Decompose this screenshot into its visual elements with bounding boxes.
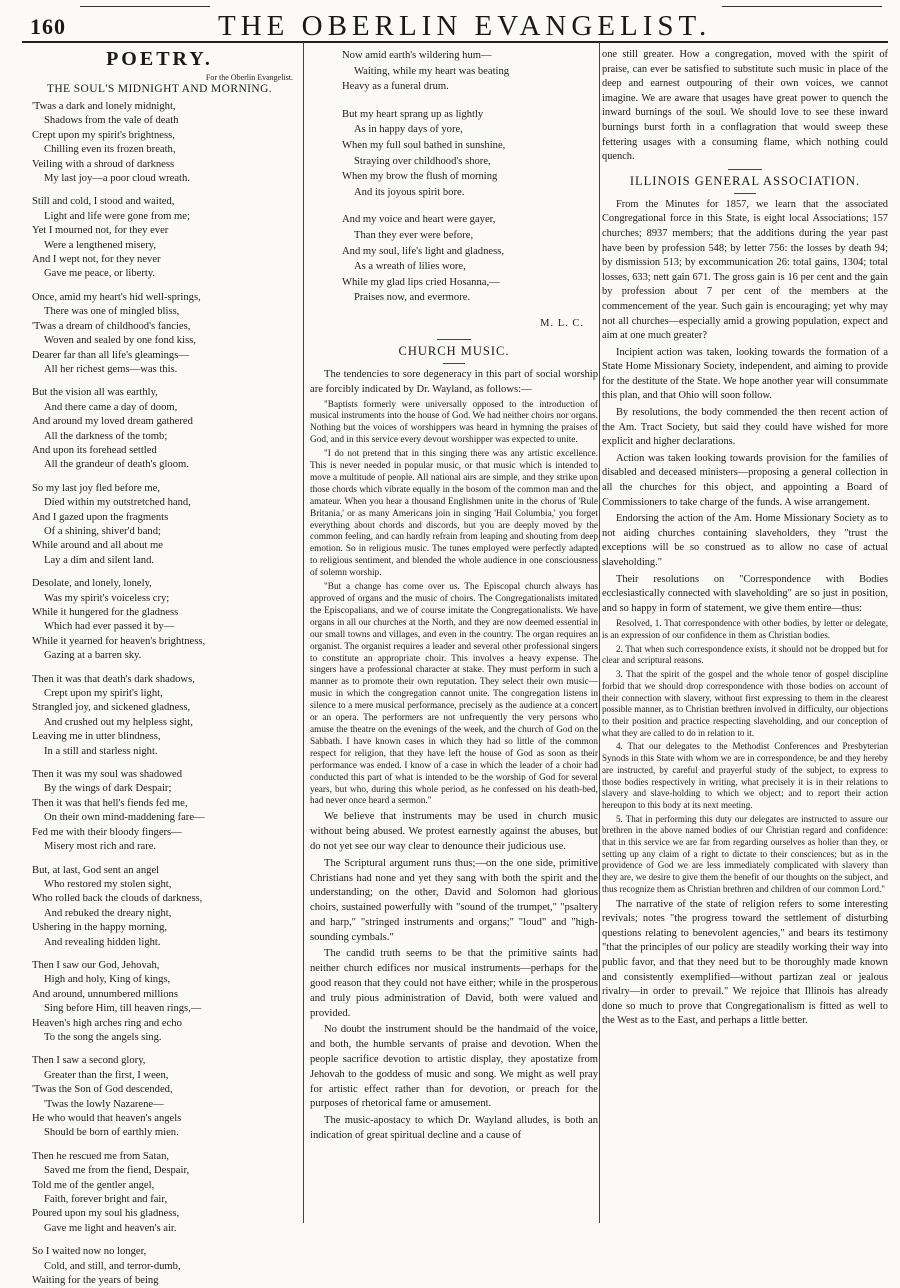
poem-line: 'Twas the Son of God descended, — [32, 1084, 173, 1096]
poem-line: Heavy as a funeral drum. — [342, 81, 449, 93]
article-paragraph: Endorsing the action of the Am. Home Missionary Society as to not aiding churches containing slaveholders, they "trust the exceptions will be so construed as to allow no case of actual slaveholding." — [602, 513, 888, 568]
stanza — [32, 100, 297, 186]
poem-line: Poured upon my soul his gladness, — [32, 1208, 180, 1220]
article-paragraph: By resolutions, the body commended the then recent action of the Am. Tract Society, but said they could have wished for more explicit and higher declarations. — [602, 407, 888, 448]
wayland-quotation — [310, 400, 598, 809]
poem-line: Crept upon my spirit's brightness, — [32, 129, 175, 141]
page-number: 160 — [30, 14, 66, 39]
poem-line: Praises now, and evermore. — [354, 292, 471, 304]
column-church-music — [310, 48, 598, 1223]
poem-line: And my voice and heart were gayer, — [342, 214, 496, 226]
poem-line: Of a shining, shiver'd band; — [44, 525, 161, 537]
stanza — [32, 291, 297, 377]
poem-line: And I wept not, for they never — [32, 254, 161, 266]
poem-line: Cold, and still, and terror-dumb, — [44, 1260, 181, 1272]
stanza — [342, 212, 598, 306]
poem-line: Ushering in the happy morning, — [32, 922, 168, 934]
poem-line: All the darkness of the tomb; — [44, 430, 168, 442]
poem-line: All her richest gems—was this. — [44, 363, 178, 375]
poem-signature: M. L. C. — [540, 317, 584, 329]
poem-line: Fed me with their bloody fingers— — [32, 826, 182, 838]
stanza — [32, 195, 297, 281]
poem-line: High and holy, King of kings, — [44, 974, 171, 986]
header-rule-right — [722, 6, 882, 7]
poem-line: Lay a dim and silent land. — [44, 554, 155, 566]
poem-line: Died within my outstretched hand, — [44, 497, 191, 509]
poem-line: Desolate, and lonely, lonely, — [32, 578, 152, 590]
poem-line: All the grandeur of death's gloom. — [44, 459, 189, 471]
article-paragraph: Their resolutions on "Correspondence with Bodies ecclesiastically connected with slaveholding" are so just in position, and so happy in form of statement, we give them entire—thus: — [602, 573, 888, 614]
poem-line: He who would that heaven's angels — [32, 1113, 182, 1124]
stanza — [32, 577, 297, 663]
poem-line: So my last joy fled before me, — [32, 482, 160, 494]
article-paragraph: We believe that instruments may be used in church music without being abused. We protest earnestly against the abuses, but do not yet see our way clear to denounce their judicious use. — [310, 811, 598, 852]
poem-line: Shadows from the vale of death — [44, 115, 179, 127]
poem-line: Then it was that death's dark shadows, — [32, 673, 195, 685]
poem-line: Dearer far than all life's gleamings— — [32, 349, 189, 361]
poem-line: Heaven's high arches ring and echo — [32, 1017, 182, 1029]
poem-line: Then I saw our God, Jehovah, — [32, 959, 160, 971]
poem-line: When my full soul bathed in sunshine, — [342, 139, 506, 151]
poem-line: Then it was my soul was shadowed — [32, 769, 183, 781]
illinois-heading: ILLINOIS GENERAL ASSOCIATION. — [629, 173, 861, 188]
poem-line: While it yearned for heaven's brightness, — [32, 635, 206, 647]
poem-line: 'Twas a dark and lonely midnight, — [32, 101, 176, 112]
poem-line: But, at last, God sent an angel — [32, 864, 160, 876]
church-music-continuation: one still greater. How a congregation, moved with the spirit of praise, can ever be satisfied to substitute such music in place of the deep and earnest outpouring of their own voices, we cannot imagine. We are aware that usages have great power to quench the inward burnings of the soul. We should love to see these inward burnings burst forth in a conflagration that would sweep these fettering usages with a consuming flame, which nothing could quench. — [602, 49, 888, 163]
poem-line: While around and all about me — [32, 540, 163, 552]
stanza — [32, 386, 297, 472]
poem-line: And crushed out my helpless sight, — [44, 716, 193, 728]
poem-line: Who restored my stolen sight, — [44, 878, 172, 890]
heading-rule — [443, 363, 465, 364]
quote-paragraph: "Baptists formerly were universally opposed to the introduction of musical instruments into the house of God. We had neither choirs nor organs. Nothing but the voices of worshippers was heard in hymning the praises of God, and in this service every devout worshipper was expected to unite. — [310, 399, 598, 446]
poem-line: My last joy—a poor cloud wreath. — [44, 173, 190, 185]
poem-line: While my glad lips cried Hosanna,— — [342, 276, 500, 288]
poem-line: Which had ever passed it by— — [44, 621, 175, 633]
poetry-heading: POETRY. — [106, 48, 213, 70]
poem-line: And around, unnumbered millions — [32, 988, 178, 1000]
stanza — [342, 107, 598, 201]
resolution-paragraph: 2. That when such correspondence exists, it should not be dropped but for clear and scriptural reasons. — [602, 643, 888, 666]
poem-line: And its joyous spirit bore. — [354, 186, 465, 198]
stanza — [32, 768, 297, 854]
poem-line: 'Twas the lowly Nazarene— — [44, 1098, 164, 1110]
poem-line: On their own mind-maddening fare— — [44, 812, 205, 824]
poem-line: Now amid earth's wildering hum— — [342, 50, 492, 61]
poem-line: But my heart sprang up as lightly — [342, 108, 484, 120]
article-paragraph: The candid truth seems to be that the primitive saints had neither church edifices nor musical instruments—perhaps for the good reason that they could not have either; while in the prosperous and truly pious administration of David, both were valued and provided. — [310, 948, 598, 1019]
column-divider-2 — [599, 42, 600, 1223]
poem-line: As in happy days of yore, — [354, 124, 463, 136]
poem-line: In a still and starless night. — [44, 745, 158, 757]
poem-line: Yet I mourned not, for they ever — [32, 225, 169, 237]
poem-line: Straying over childhood's shore, — [354, 155, 491, 167]
closing-paragraph: The narrative of the state of religion refers to some interesting revivals; notes "the progress toward the settlement of disturbing questions relating to benevolent agencies," and bears its testimony "that the principles of our policy are steadily working their way into public favor, and that they need but to be thoroughly made known and consistently exemplified—without partizan zeal or jealous rivalry—in order to prevail." We rejoice that Illinois has already done so much to prove that Congregationalism is fitted as well to the West as to the East, and perhaps a little better. — [602, 898, 888, 1027]
header-rule-left — [80, 6, 210, 7]
poem-line: Was my spirit's voiceless cry; — [44, 592, 170, 604]
poem-line: While it hungered for the gladness — [32, 607, 179, 618]
newspaper-title: THE OBERLIN EVANGELIST. — [218, 10, 712, 42]
poem-line: Light and life were gone from me; — [44, 210, 190, 222]
resolution-paragraph: Resolved, 1. That correspondence with other bodies, by letter or delegate, is an expression of our confidence in them as Christian bodies. — [602, 618, 888, 641]
poem-line: Waiting for the years of being — [32, 1275, 159, 1287]
poem-line: Greater than the first, I ween, — [44, 1069, 169, 1081]
poem-line: And around my loved dream gathered — [32, 416, 193, 428]
poem-line: Leaving me in utter blindness, — [32, 731, 161, 743]
column-poetry — [22, 48, 297, 1287]
resolutions — [602, 618, 888, 895]
resolution-paragraph: 4. That our delegates to the Methodist Conferences and Presbyterian Synods in this State with whom we are in correspondence, be and they hereby are instructed, by careful and prayerful study of the subject, to express to those bodies respectively in writing, what precisely it is in their relations to slavery and slave-holding to which we object; and to report their action hereupon to this body at its next meeting. — [602, 741, 888, 810]
poem-line: Should be born of earthly mien. — [44, 1127, 179, 1139]
poem-line: Were a lengthened misery, — [44, 239, 156, 251]
poem-line: 'Twas a dream of childhood's fancies, — [32, 320, 191, 332]
poem-line: There was one of mingled bliss, — [44, 306, 180, 318]
article-paragraph: The music-apostacy to which Dr. Wayland alludes, is both an indication of great spiritual decline and a cause of — [310, 1115, 598, 1142]
resolution-paragraph: 5. That in performing this duty our delegates are instructed to assure our brethren in the above named bodies of our Christian regard and confidence: that in this service we are far from regarding ourselves as holier than they, or setting up any claim of a right to dictate to their consciences; but as in the providence of God we are less immediately complicated with slavery than they are, we desire to give them the benefit of our thoughts on the subject, and thus recognize them as Christian brethren and children of our common Lord." — [602, 813, 888, 894]
article-paragraph: From the Minutes for 1857, we learn that the associated Congregational force in this State, is eight local Associations; 157 churches; 8937 members; that the additions during the year past have been by profession 548; by letter 756: the losses by death 94; by dismission 513; by excommunication 26: total gains, 1304; total losses, 633; nett gain 671. The gross gain is 16 per cent and the gain by profession about 7 per cent of the members at the commencement of the year. Such gain is encouraging; yet why may not all churches—especially amid a growing population, expect and aim at one much greater? — [602, 198, 888, 342]
heading-rule — [734, 193, 756, 194]
article-paragraph: Action was taken looking towards provision for the families of disabled and deceased ministers—proposing a general collection in all the churches for this object, and appointing a Board of Commissioners to take charge of the funds. A wise arrangement. — [602, 452, 888, 508]
stanza — [32, 1245, 297, 1288]
poem-line: Gave me light and heaven's air. — [44, 1222, 177, 1234]
poem-line: Faith, forever bright and fair, — [44, 1194, 168, 1206]
church-music-paragraphs — [310, 810, 598, 1144]
stanza — [32, 1054, 297, 1140]
poem-line: Veiling with a shroud of darkness — [32, 158, 175, 170]
poem-line: Strangled joy, and sickened gladness, — [32, 702, 191, 714]
poem-line: Sing before Him, till heaven rings,— — [44, 1003, 202, 1015]
column-divider-1 — [303, 42, 304, 1223]
poem-line: Gazing at a barren sky. — [44, 650, 142, 662]
church-music-intro: The tendencies to sore degeneracy in this part of social worship are forcibly indicated by Dr. Wayland, as follows:— — [310, 368, 598, 395]
poem-line: Then he rescued me from Satan, — [32, 1150, 170, 1162]
poem-line: Then it was that hell's fiends fed me, — [32, 797, 188, 809]
poem-line: But the vision all was earthly, — [32, 387, 158, 399]
poem-line: So I waited now no longer, — [32, 1246, 147, 1258]
poem-line: Gave me peace, or liberty. — [44, 268, 156, 280]
stanza — [32, 864, 297, 950]
church-music-heading: CHURCH MUSIC. — [398, 343, 510, 358]
page-header — [0, 0, 900, 40]
section-rule — [728, 169, 762, 170]
poem-line: Crept upon my spirit's light, — [44, 688, 163, 700]
poem-line: And upon its forehead settled — [32, 444, 157, 456]
poem-line: To the song the angels sing. — [44, 1031, 162, 1043]
stanza — [32, 482, 297, 568]
stanza — [32, 1150, 297, 1236]
poem-line: When my brow the flush of morning — [342, 171, 498, 183]
article-paragraph: Incipient action was taken, looking towards the formation of a State Home Missionary Society, independent, and aiming to provide for the destitute of the State. We hope another year will consummate this plan, and that Ohio will soon follow. — [602, 346, 888, 402]
column-illinois — [602, 48, 888, 1223]
poem-line: And I gazed upon the fragments — [32, 511, 169, 523]
stanza — [32, 673, 297, 759]
poem-line: Who rolled back the clouds of darkness, — [32, 893, 203, 905]
poem-line: And there came a day of doom, — [44, 401, 178, 413]
poem-line: Woven and sealed by one fond kiss, — [44, 335, 196, 347]
quote-paragraph: "I do not pretend that in this singing there was any artistic excellence. This is never needed in popular music, or that music which is intended to move a multitude of people. All national airs are simple, and they strike upon those chords which vibrate equally in the bosom of the common man and the amateur. When you hear a thousand Englishmen unite in the chorus of 'Rule Britania,' or as many Americans join in singing 'Hail Columbia,' you forget everything about chords and discords, but you are deeply moved by the common feeling, and can hardly refrain from leaping and shouting from deep emotion. So in religious music. The tunes employed were perfectly adapted to religious sentiment, and blended the whole audience in one consciousness of solemn worship. — [310, 449, 598, 579]
header-divider — [22, 41, 888, 43]
stanza — [32, 959, 297, 1045]
resolution-paragraph: 3. That the spirit of the gospel and the whole tenor of gospel discipline forbid that we should drop correspondence with those bodies on account of their connection with slavery, without first expressing to them in the clearest possible manner, as to Christian brethren involved in difficulty, our objections to their position and practice respecting slaveholding, and our conception of what they are called to do in relation to it. — [602, 669, 888, 738]
poem-line: Once, amid my heart's hid well-springs, — [32, 291, 201, 303]
poem-line: Saved me from the fiend, Despair, — [44, 1165, 190, 1177]
poem-line: As a wreath of lilies wore, — [354, 261, 466, 273]
poem-line: Than they ever were before, — [354, 229, 474, 241]
poem-line: And revealing hidden light. — [44, 936, 161, 948]
poem-continuation — [310, 48, 598, 306]
stanza — [342, 48, 598, 95]
poem-line: Then I saw a second glory, — [32, 1055, 146, 1067]
poem-line: And rebuked the dreary night, — [44, 907, 172, 919]
poem-line: Told me of the gentler angel, — [32, 1179, 155, 1191]
poem-line: Still and cold, I stood and waited, — [32, 196, 175, 208]
poem-line: Waiting, while my heart was beating — [354, 65, 510, 77]
illinois-paragraphs — [602, 198, 888, 617]
poem-body — [22, 100, 297, 1288]
poem-line: Misery most rich and rare. — [44, 841, 157, 853]
section-rule — [437, 339, 471, 340]
poem-line: Chilling even its frozen breath, — [44, 144, 176, 156]
poem-title: THE SOUL'S MIDNIGHT AND MORNING. — [46, 83, 273, 95]
article-paragraph: No doubt the instrument should be the handmaid of the voice, and both, the humble servants of praise and devotion. When the people sacrifice devotion to artistic display, they apostatize from Jehovah to the goddess of music and song. We might as well pray for artistic effect rather than for devotion, or preach for the purposes of rhetorical fame or amusement. — [310, 1024, 598, 1110]
poem-line: By the wings of dark Despair; — [44, 783, 172, 795]
quote-paragraph: "But a change has come over us. The Episcopal church always has approved of organs and the music of choirs. The Congregationalists imitated the Episcopalians, and we of course imitate the Congregationalists. We have organs in all our churches at the North, and they are now deemed essential in our small towns and villages, and even in the country. The organ requires an organist. The organist requires a leader and several other professional singers to constitute an appropriate choir. This involves a heavy expense. The singers have a professional character at stake. They must perform in such a manner as to promote their own reputation. They select their own music—music in which the congregation cannot unite. The congregation listens in silence to a mere musical performance, precisely as the audience at a concert or an opera. The performers are not unfrequently the very persons who amuse the theatre on the evenings of the week, and the church of God on the Sabbath. I have known cases in which they had so little of the common respect for religion, that they have left the house of God as soon as their performance was ended. I know of a case in which the leader of a choir had conducted this part of what is intended to be the worship of God for several years, but who, during this whole period, as he confessed on his death-bed, had never once heard a sermon." — [310, 582, 598, 807]
poem-line: And my soul, life's light and gladness, — [342, 245, 504, 257]
poem-byline: For the Oberlin Evangelist. — [205, 73, 293, 82]
article-paragraph: The Scriptural argument runs thus;—on the one side, primitive Christians had none and yet they sang with both the spirit and the understanding; on the other, David and Solomon had glorious choirs, sustained powerfully with "sound of the trumpet," "psaltery and harp," "stringed instruments and organs;" "loud" and "high-sounding cymbals." — [310, 857, 598, 943]
